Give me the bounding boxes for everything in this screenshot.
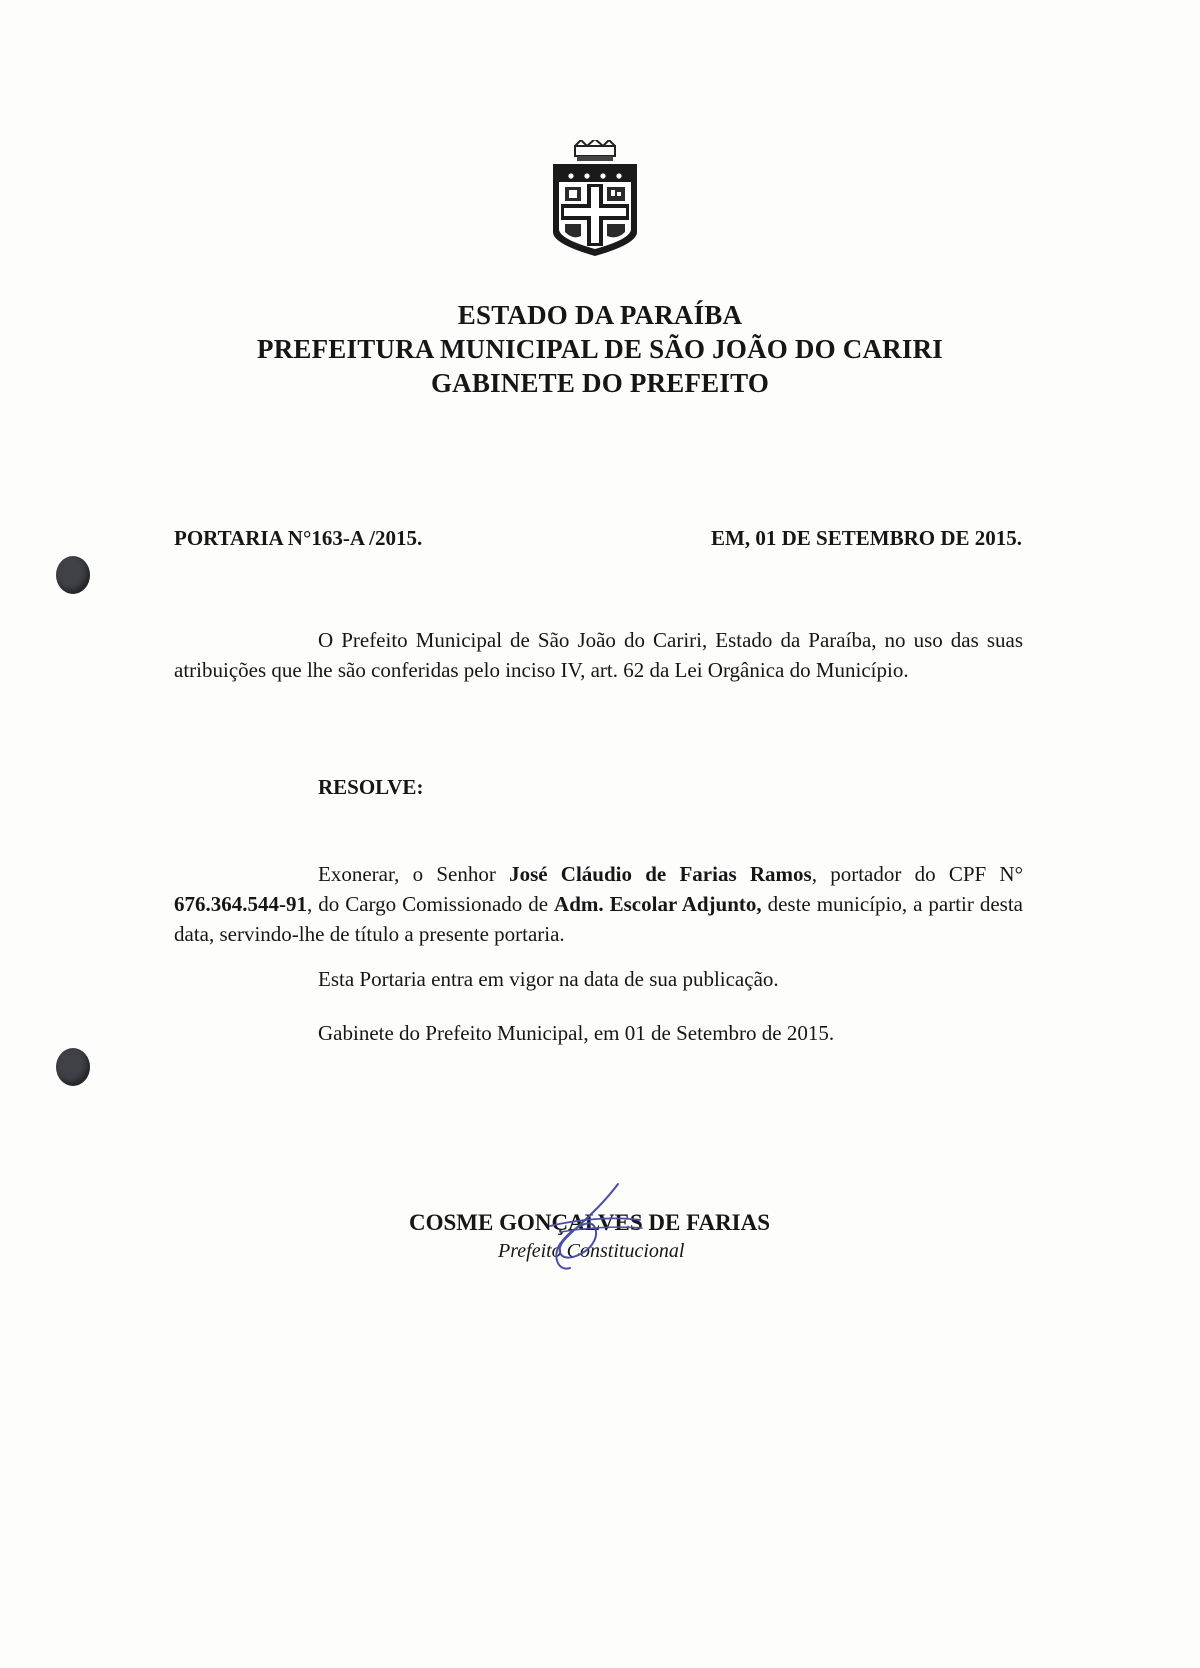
vigor-sentence: Esta Portaria entra em vigor na data de sua publicação. [318,967,779,991]
closing-sentence: Gabinete do Prefeito Municipal, em 01 de Setembro de 2015. [318,1021,835,1045]
punch-hole-top [56,556,90,594]
cpf-number: 676.364.544-91 [174,892,307,916]
portaria-date: EM, 01 DE SETEMBRO DE 2015. [711,526,1022,550]
resolve-heading: RESOLVE: [318,775,424,799]
header-state: ESTADO DA PARAÍBA [457,300,743,330]
header-gabinete: GABINETE DO PREFEITO [430,368,770,398]
intro-paragraph: O Prefeito Municipal de São João do Cariri, Estado da Paraíba, no uso das suas atribuições que lhe são conferidas pelo inciso IV, art. 62 da Lei Orgânica do Município. [174,628,1023,682]
handwritten-signature-icon [530,1178,660,1278]
decision-text-1: Exonerar, o Senhor [318,862,510,886]
decision-paragraph [174,859,1023,949]
header-prefeitura: PREFEITURA MUNICIPAL DE SÃO JOÃO DO CARIRI [257,334,943,364]
decision-text-2: , portador do CPF N° [811,862,1023,886]
decision-text-3: , do Cargo Comissionado de [307,892,555,916]
person-name: José Cláudio de Farias Ramos [509,862,812,886]
decision-text-4: deste município, a partir desta data, servindo-lhe de título a presente portaria. [174,892,1023,946]
punch-hole-bottom [56,1048,90,1086]
signatory-name: COSME GONÇALVES DE FARIAS [409,1210,771,1235]
document-header [0,298,1200,400]
cargo-name: Adm. Escolar Adjunto, [554,892,762,916]
signatory-title: Prefeito Constitucional [498,1240,685,1262]
portaria-number: PORTARIA N°163-A /2015. [174,526,423,550]
municipal-coat-of-arms-icon [547,140,643,258]
